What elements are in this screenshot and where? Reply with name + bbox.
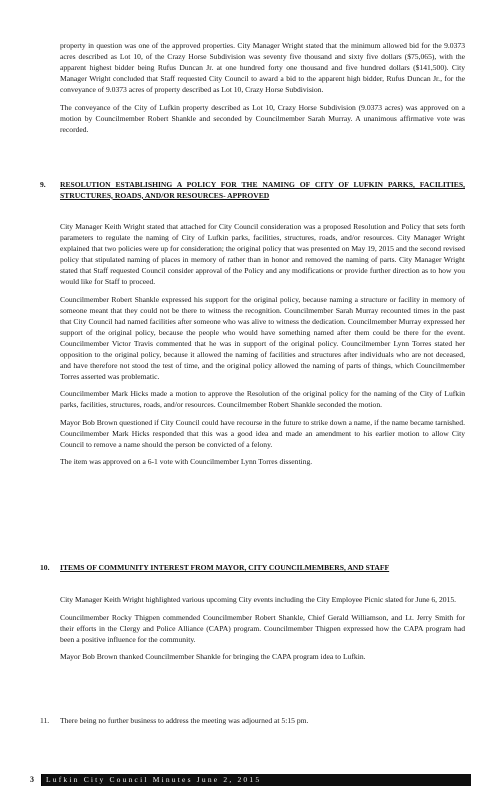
item-10-paragraph-1: City Manager Keith Wright highlighted various upcoming City events including the City Employee Picnic slated for June 6, 2015. [60,595,457,604]
item-9-body [60,221,465,474]
item-11-text: There being no further business to address the meeting was adjourned at 5:15 pm. [60,716,309,725]
item-9-number: 9. [40,180,46,189]
footer-running-title: Lufkin City Council Minutes June 2, 2015 [42,774,471,786]
item-11-number: 11. [40,716,50,725]
page-number: 3 [30,775,34,784]
item-9-heading-block [40,180,465,201]
item-11-block [40,716,465,727]
item-9-paragraph-2: Councilmember Robert Shankle expressed his support for the original policy, because naming a structure or facility in memory of someone meant that they could not be there to witness the recognition. Councilmember Sarah Murray recounted times in the past that City Council had named facilities after someone who was alive to witness the dedication. Councilmember Murray expressed her support of the original policy, because the people who would have something named after them could be there for the event. Councilmember Victor Travis commented that he was in support of the original policy. Councilmember Lynn Torres stated her opposition to the original policy, because it allowed the naming of facilities and structures after individuals who are not deceased, and have therefore not stood the test of time, and the original policy allowed the naming of parts of things, which Councilmember Torres asserted was problematic. [60,294,465,381]
item-9-paragraph-1: City Manager Keith Wright stated that attached for City Council consideration was a proposed Resolution and Policy that sets forth parameters to regulate the naming of City of Lufkin parks, facilities, structures, roads, and/or resources. City Manager Wright explained that two policies were up for consideration; the original policy that was presented on May 19, 2015 and the second revised policy that stipulated naming of places in memory of rather than in honor and removed the naming of parts. City Manager Wright stated that Staff requested Council consider approval of the Policy and any modifications or provide further direction as to how you would like for Staff to proceed. [60,222,465,286]
item-9-heading: RESOLUTION ESTABLISHING A POLICY FOR THE NAMING OF CITY OF LUFKIN PARKS, FACILITIES, STRUCTURES, ROADS, AND/OR RESOURCES- APPROVED [60,180,465,200]
intro-paragraph-1: property in question was one of the approved properties. City Manager Wright stated that the minimum allowed bid for the 9.0373 acres described as Lot 10, of the Crazy Horse Subdivision was seventy five thousand and sixty five dollars ($75,065), with the apparent highest bidder being Rufus Duncan Jr. at one hundred forty one thousand and five hundred dollars ($141,500). City Manager Wright concluded that Staff requested City Council to award a bid to the apparent high bidder, Rufus Duncan Jr., for the conveyance of 9.0373 acres of property described as Lot 10, Crazy Horse Subdivision. [60,41,465,94]
item-9-paragraph-5: The item was approved on a 6-1 vote with Councilmember Lynn Torres dissenting. [60,457,313,466]
intro-section [60,40,465,141]
item-10-paragraph-2: Councilmember Rocky Thigpen commended Councilmember Robert Shankle, Chief Gerald Williamson, and Lt. Jerry Smith for their efforts in the Clergy and Police Alliance (CAPA) program. Councilmember Thigpen expressed how the CAPA program had been a positive influence for the community. [60,612,465,644]
item-10-body [60,594,465,669]
page-footer [30,773,470,787]
item-9-paragraph-4: Mayor Bob Brown questioned if City Council could have recourse in the future to strike down a name, if the name became tarnished. Councilmember Mark Hicks responded that this was a good idea and made an amendment to his earlier motion to allow City Council to remove a name should the person be convicted of a felony. [60,417,465,449]
intro-paragraph-2: The conveyance of the City of Lufkin property described as Lot 10, Crazy Horse Subdivision (9.0373 acres) was approved on a motion by Councilmember Robert Shankle and seconded by Councilmember Sarah Murray. A unanimous affirmative vote was recorded. [60,102,465,134]
item-10-paragraph-3: Mayor Bob Brown thanked Councilmember Shankle for bringing the CAPA program idea to Lufkin. [60,652,366,661]
item-10-heading: ITEMS OF COMMUNITY INTEREST FROM MAYOR, CITY COUNCILMEMBERS, AND STAFF [60,563,390,572]
item-10-heading-block [40,563,465,574]
item-9-paragraph-3: Councilmember Mark Hicks made a motion to approve the Resolution of the original policy for the naming of the City of Lufkin parks, facilities, structures, roads, and/or resources. Councilmember Robert Shankle seconded the motion. [60,389,465,409]
item-10-number: 10. [40,563,50,572]
